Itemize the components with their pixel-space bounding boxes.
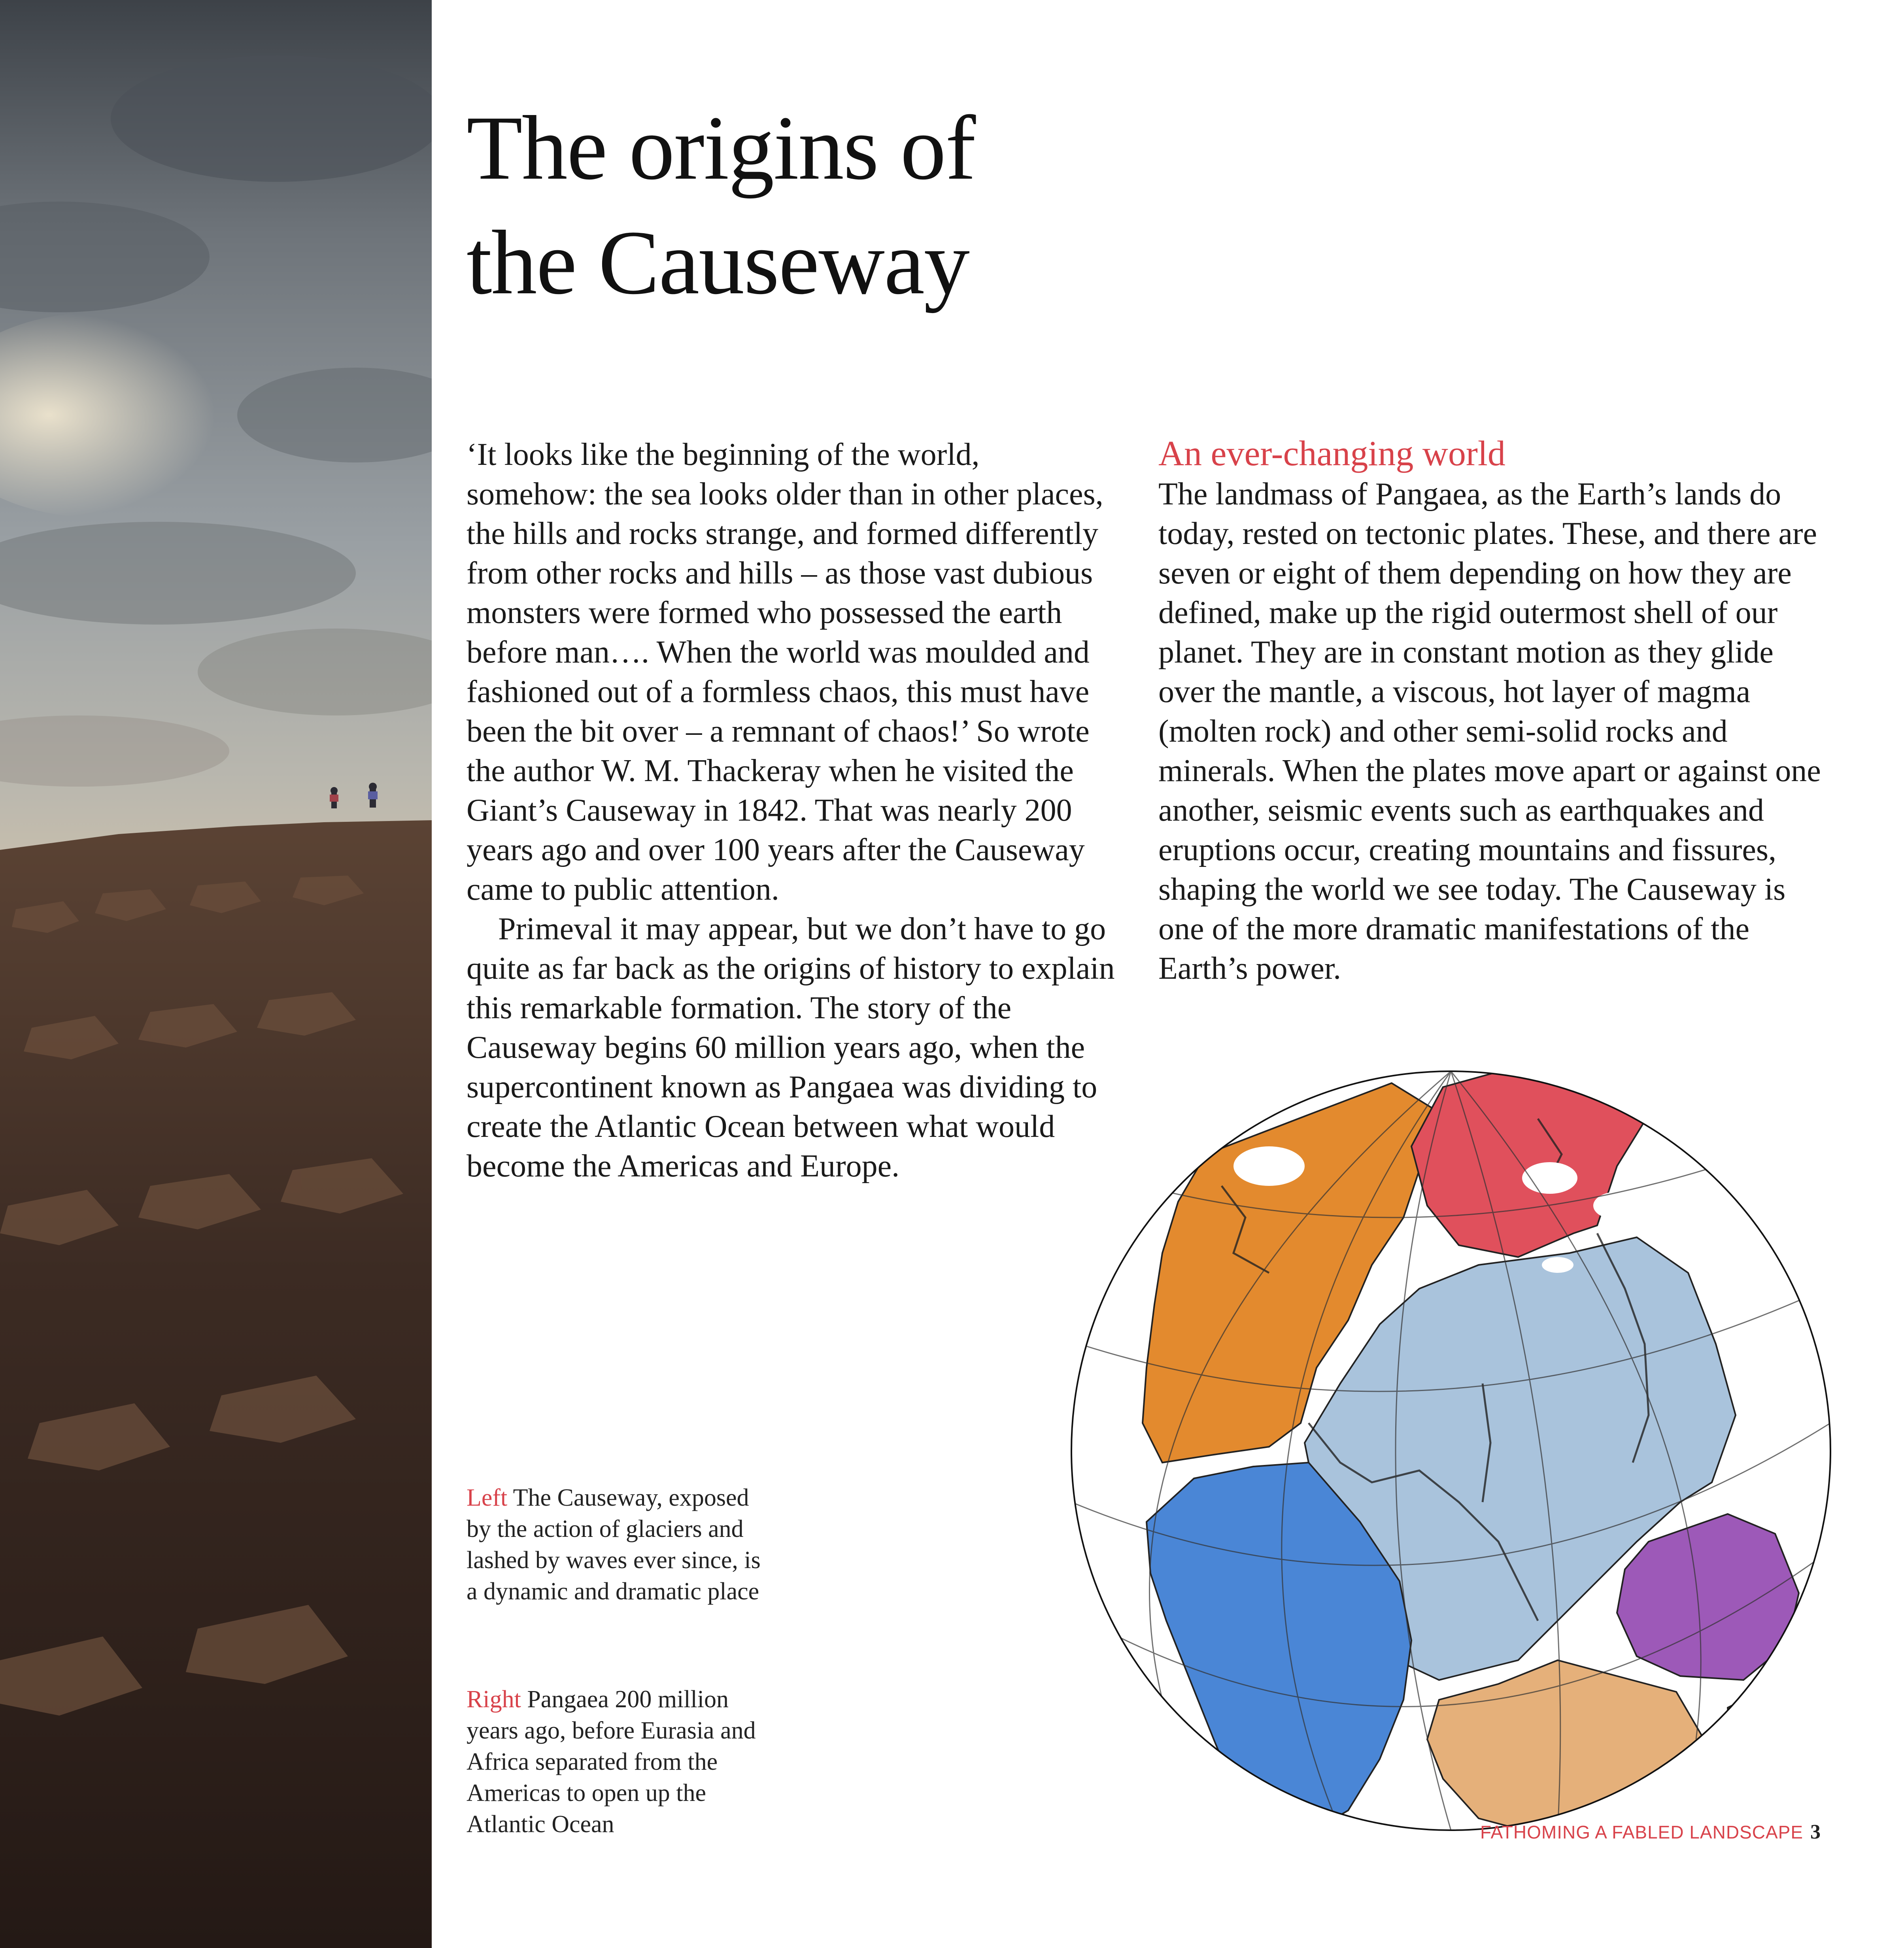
caption-right-lead: Right: [467, 1686, 521, 1713]
causeway-photo: [0, 0, 432, 1948]
right-text-column: [1158, 433, 1823, 988]
caption-left: [467, 1482, 767, 1607]
causeway-photo-art: [0, 0, 432, 1948]
page-title: The origins of the Causeway: [467, 97, 975, 313]
page-number: 3: [1810, 1821, 1821, 1843]
right-paragraph: The landmass of Pangaea, as the Earth’s lands do today, rested on tectonic plates. These, and there are seven or eight of them depending on how they are defined, make up the rigid outermost shell of our planet. They are in constant motion as they glide over the mantle, a viscous, hot layer of magma (molten rock) and other semi-solid rocks and minerals. When the plates move apart or against one another, seismic events such as earthquakes and eruptions occur, creating mountains and fissures, shaping the world we see today. The Causeway is one of the more dramatic manifestations of the Earth’s power.: [1158, 477, 1821, 986]
pangaea-globe: [1063, 1067, 1838, 1834]
caption-left-text: The Causeway, exposed by the action of glaciers and lashed by waves ever since, is a dynamic and dramatic place: [467, 1484, 761, 1605]
caption-right: [467, 1684, 767, 1840]
left-text-column: [467, 435, 1115, 1186]
left-paragraph-2: Primeval it may appear, but we don’t have to go quite as far back as the origins of history to explain this remarkable formation. The story of the Causeway begins 60 million years ago, when the supercontinent known as Pangaea was dividing to create the Atlantic Ocean between what would become the Americas and Europe.: [467, 912, 1115, 1184]
page-footer: [1480, 1820, 1821, 1844]
caption-right-text: Pangaea 200 million years ago, before Eurasia and Africa separated from the Americas to open up the Atlantic Ocean: [467, 1686, 756, 1838]
left-paragraph-1: ‘It looks like the beginning of the world, somehow: the sea looks older than in other places, the hills and rocks strange, and formed differently from other rocks and hills – as those vast dubious monsters were formed who possessed the earth before man…. When the world was moulded and fashioned out of a formless chaos, this must have been the bit over – a remnant of chaos!’ So wrote the author W. M. Thackeray when he visited the Giant’s Causeway in 1842. That was nearly 200 years ago and over 100 years after the Causeway came to public attention.: [467, 437, 1103, 907]
section-subheading: An ever-changing world: [1158, 434, 1505, 473]
footer-section-title: FATHOMING A FABLED LANDSCAPE: [1480, 1822, 1803, 1842]
caption-left-lead: Left: [467, 1484, 508, 1511]
